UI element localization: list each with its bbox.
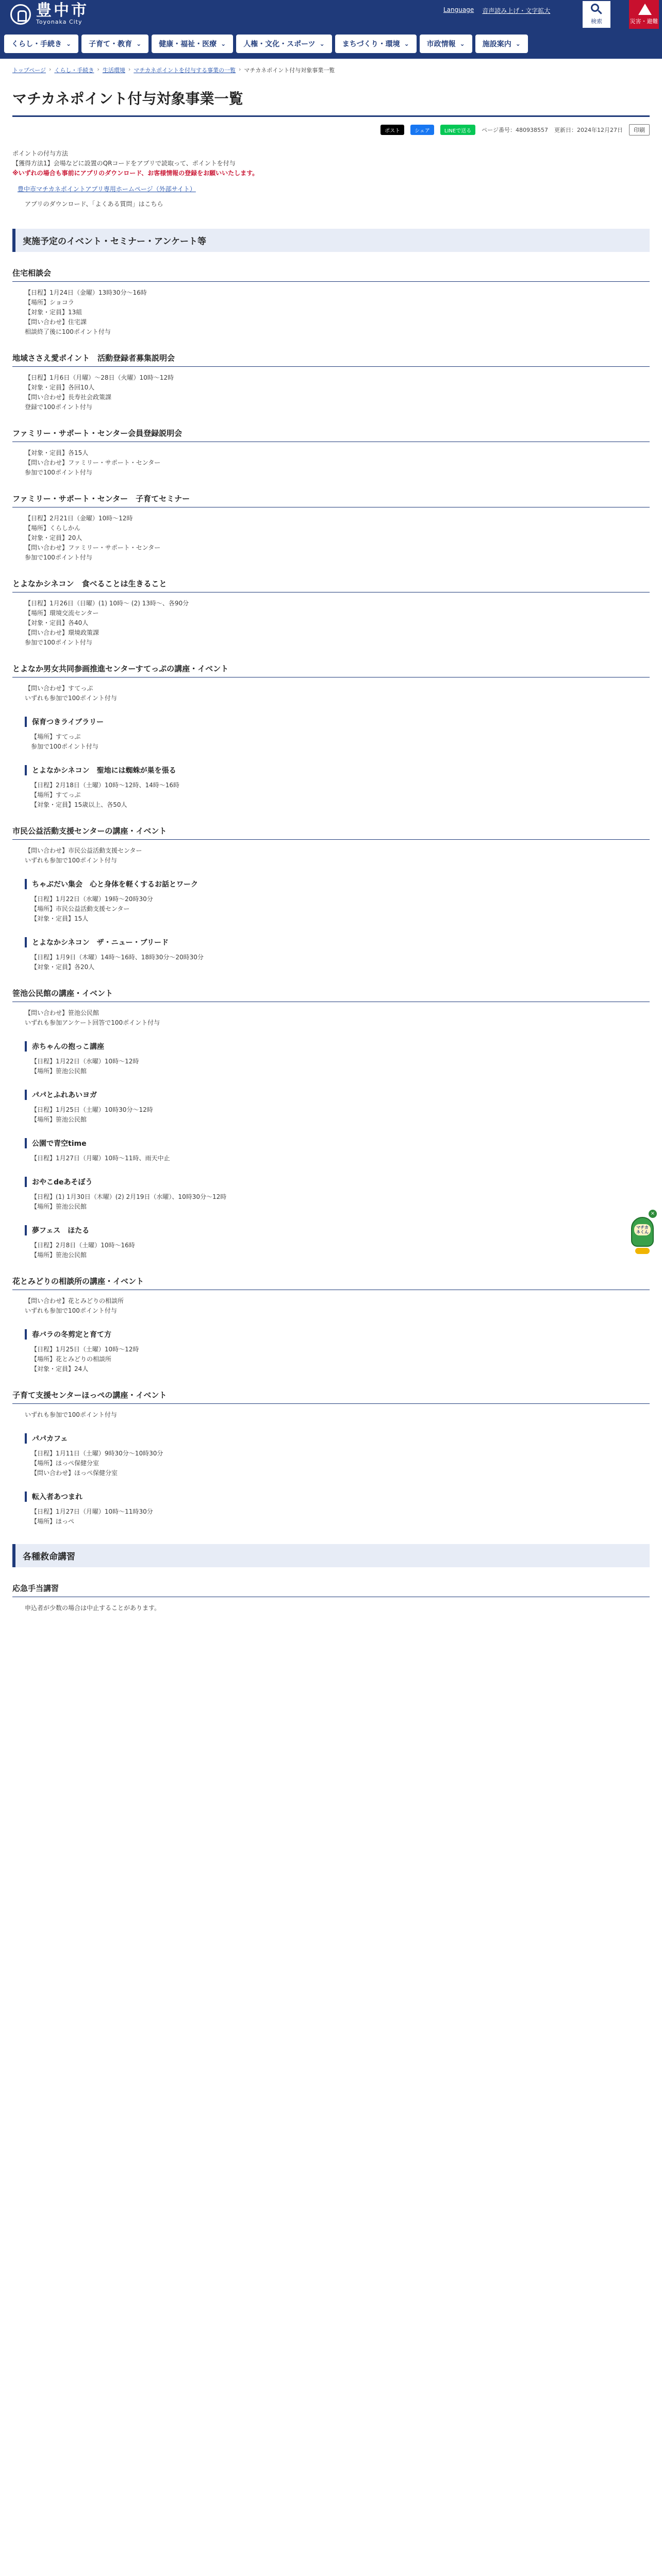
page-title: マチカネポイント付与対象事業一覧 <box>12 81 650 117</box>
print-button[interactable]: 印刷 <box>629 124 650 135</box>
app-download-note: アプリのダウンロード、「よくある質問」はこちら <box>25 200 163 208</box>
event-sections <box>12 229 650 1613</box>
event-detail-line: 【対象・定員】15歳以上、各50人 <box>31 801 127 808</box>
event-detail-line: 【場所】環境交流センター <box>25 609 99 617</box>
event-detail-line: 【問い合わせ】花とみどりの相談所 <box>25 1297 124 1304</box>
updated-date: 更新日：2024年12月27日 <box>554 127 623 133</box>
event-subheading: おやこdeあそぼう <box>25 1177 650 1187</box>
event-heading: ファミリー・サポート・センター会員登録説明会 <box>12 428 650 442</box>
close-icon[interactable]: × <box>649 1210 657 1218</box>
event-heading: 花とみどりの相談所の講座・イベント <box>12 1276 650 1290</box>
disaster-button[interactable] <box>629 0 659 29</box>
event-detail-line: 【日程】2月18日（土曜）10時～12時、14時～16時 <box>31 782 179 789</box>
event-detail-line: 【対象・定員】13組 <box>25 309 82 316</box>
event-detail-line: 【日程】1月11日（土曜）9時30分～10時30分 <box>31 1450 163 1457</box>
event-detail-line: 【日程】1月25日（土曜）10時～12時 <box>31 1346 139 1353</box>
event-detail-line: 【場所】ほっぺ <box>31 1518 75 1525</box>
event-detail-line: 【問い合わせ】ファミリー・サポート・センター <box>25 459 161 466</box>
event-detail-line: 【場所】すてっぷ <box>31 733 81 740</box>
breadcrumb <box>0 59 662 81</box>
event-detail-line: 申込者が少数の場合は中止することがあります。 <box>25 1604 161 1612</box>
event-detail-line: 【問い合わせ】長寿社会政策課 <box>25 394 112 401</box>
breadcrumb-link[interactable]: マチカネポイントを付与する事業の一覧 <box>134 67 236 74</box>
event-details <box>31 1241 650 1260</box>
event-detail-line: 【対象・定員】24人 <box>31 1365 89 1372</box>
event-heading: とよなか男女共同参画推進センターすてっぷの講座・イベント <box>12 663 650 677</box>
event-heading: 応急手当講習 <box>12 1583 650 1597</box>
event-subheading: パパとふれあいヨガ <box>25 1090 650 1100</box>
share-line-button[interactable]: LINEで送る <box>440 125 475 135</box>
event-detail-line: 【日程】1月9日（木曜）14時～16時、18時30分～20時30分 <box>31 954 204 961</box>
event-detail-line: いずれも参加で100ポイント付与 <box>25 1307 117 1314</box>
event-subheading: パパカフェ <box>25 1433 650 1444</box>
city-emblem-icon <box>10 4 31 25</box>
event-detail-line: 【場所】すてっぷ <box>31 791 81 799</box>
event-details <box>31 1449 650 1478</box>
event-subheading: 春バラの冬剪定と育て方 <box>25 1329 650 1340</box>
intro-text <box>12 149 650 178</box>
event-details <box>25 448 650 478</box>
event-details <box>25 288 650 337</box>
event-subheading: 赤ちゃんの抱っこ講座 <box>25 1041 650 1052</box>
event-details <box>31 1057 650 1076</box>
event-detail-line: 【日程】1月26日（日曜）(1) 10時～ (2) 13時～、各90分 <box>25 600 189 607</box>
site-header <box>0 0 662 29</box>
event-details <box>25 514 650 563</box>
breadcrumb-separator: › <box>239 66 241 73</box>
share-facebook-button[interactable]: シェア <box>410 125 434 135</box>
gnav-item-living[interactable]: くらし・手続き ⌄ <box>4 35 78 53</box>
breadcrumb-link[interactable]: トップページ <box>12 67 46 74</box>
event-detail-line: 【場所】笹池公民館 <box>31 1203 87 1210</box>
event-details <box>31 1345 650 1374</box>
event-detail-line: 登録で100ポイント付与 <box>25 403 92 411</box>
event-detail-line: 【対象・定員】各20人 <box>31 963 95 971</box>
breadcrumb-separator: › <box>128 66 131 73</box>
gnav-item-city-info[interactable]: 市政情報 ⌄ <box>420 35 472 53</box>
event-subheading: 公園で青空time <box>25 1138 650 1148</box>
event-detail-line: 【問い合わせ】市民公益活動支援センター <box>25 847 142 854</box>
event-detail-line: 参加で100ポイント付与 <box>25 639 92 646</box>
event-detail-line: 【日程】1月27日（月曜）10時～11時30分 <box>31 1508 153 1515</box>
section-heading: 各種救命講習 <box>12 1544 650 1567</box>
event-detail-line: 【日程】(1) 1月30日（木曜）(2) 2月19日（水曜）、10時30分～12時 <box>31 1193 227 1200</box>
event-subheading: 転入者あつまれ <box>25 1492 650 1502</box>
event-heading: とよなかシネコン 食べることは生きること <box>12 578 650 592</box>
event-detail-line: 【日程】1月25日（土曜）10時30分～12時 <box>31 1106 153 1113</box>
event-subheading: ちゃぶだい集会 心と身体を軽くするお話とワーク <box>25 879 650 889</box>
event-detail-line: 【場所】くらしかん <box>25 524 81 532</box>
event-heading: 市民公益活動支援センターの講座・イベント <box>12 825 650 840</box>
gnav-item-facilities[interactable]: 施設案内 ⌄ <box>475 35 528 53</box>
event-details <box>31 1192 650 1212</box>
event-detail-line: 【場所】笹池公民館 <box>31 1067 87 1075</box>
event-details <box>31 1105 650 1125</box>
breadcrumb-separator: › <box>97 66 100 73</box>
event-detail-line: 【問い合わせ】ほっぺ保健分室 <box>31 1469 118 1477</box>
event-details <box>25 373 650 412</box>
event-heading: 子育て支援センターほっぺの講座・イベント <box>12 1389 650 1404</box>
voice-reader-link[interactable]: 音声読み上げ・文字拡大 <box>482 7 551 14</box>
event-detail-line: 【問い合わせ】ファミリー・サポート・センター <box>25 544 161 551</box>
gnav-item-childcare[interactable]: 子育て・教育 ⌄ <box>81 35 148 53</box>
event-detail-line: 参加で100ポイント付与 <box>25 469 92 476</box>
breadcrumb-current: マチカネポイント付与対象事業一覧 <box>244 67 335 74</box>
language-link[interactable]: Language <box>443 6 474 13</box>
event-detail-line: 【対象・定員】各回10人 <box>25 384 95 391</box>
mascot-label: マチカネくん <box>636 1225 649 1234</box>
intro-line: ポイントの付与方法 <box>12 150 69 157</box>
breadcrumb-link[interactable]: くらし・手続き <box>54 67 94 74</box>
disaster-button-label: 災害・避難 <box>630 18 658 25</box>
event-details <box>25 599 650 648</box>
event-detail-line: 参加で100ポイント付与 <box>31 743 98 750</box>
event-details <box>31 732 650 752</box>
event-details <box>25 1603 650 1613</box>
event-detail-line: いずれも参加で100ポイント付与 <box>25 1411 117 1418</box>
breadcrumb-separator: › <box>49 66 52 73</box>
event-detail-line: いずれも参加で100ポイント付与 <box>25 857 117 864</box>
event-subheading: とよなかシネコン 聖地には蜘蛛が巣を張る <box>25 765 650 775</box>
intro-line: 【獲得方法1】会場などに設置のQRコードをアプリで読取って、ポイントを付与 <box>12 160 236 167</box>
main-content <box>0 81 662 1613</box>
event-detail-line: 【場所】笹池公民館 <box>31 1251 87 1259</box>
mascot-foot <box>635 1248 650 1254</box>
event-subheading: 保育つきライブラリー <box>25 717 650 727</box>
event-detail-line: 【対象・定員】20人 <box>25 534 82 541</box>
search-button-label: 検索 <box>591 18 602 25</box>
event-details <box>31 781 650 810</box>
event-details <box>31 894 650 924</box>
event-detail-line: 【対象・定員】各40人 <box>25 619 89 626</box>
app-homepage-link[interactable]: 豊中市マチカネポイントアプリ専用ホームページ（外部サイト） <box>18 185 196 193</box>
event-detail-line: 【問い合わせ】住宅課 <box>25 318 87 326</box>
event-detail-line: 【対象・定員】15人 <box>31 915 89 922</box>
event-detail-line: 【問い合わせ】環境政策課 <box>25 629 100 636</box>
logo-title: 豊中市 <box>36 2 89 20</box>
event-heading: 笹池公民館の講座・イベント <box>12 988 650 1002</box>
mascot-widget[interactable] <box>628 1210 657 1256</box>
event-detail-line: 【日程】1月24日（金曜）13時30分～16時 <box>25 289 147 296</box>
logo-subtitle: Toyonaka City <box>36 19 82 25</box>
event-details <box>31 1507 650 1527</box>
gnav-item-culture[interactable]: 人権・文化・スポーツ ⌄ <box>236 35 332 53</box>
event-detail-line: 相談終了後に100ポイント付与 <box>25 328 111 335</box>
event-details <box>25 1296 650 1316</box>
event-heading: 地域ささえ愛ポイント 活動登録者募集説明会 <box>12 352 650 367</box>
breadcrumb-link[interactable]: 生活環境 <box>102 67 125 74</box>
event-detail-line: 【対象・定員】各15人 <box>25 449 89 456</box>
event-subheading: とよなかシネコン ザ・ニュー・ブリード <box>25 937 650 947</box>
site-logo[interactable] <box>10 3 89 25</box>
search-icon <box>591 4 599 12</box>
event-detail-line: 【日程】1月27日（月曜）10時～11時、雨天中止 <box>31 1155 170 1162</box>
event-details <box>25 1410 650 1420</box>
event-detail-line: 【日程】2月21日（金曜）10時～12時 <box>25 515 133 522</box>
event-details <box>25 846 650 866</box>
section-heading: 実施予定のイベント・セミナー・アンケート等 <box>12 229 650 252</box>
event-detail-line: 【日程】1月22日（水曜）10時～12時 <box>31 1058 139 1065</box>
event-heading: ファミリー・サポート・センター 子育てセミナー <box>12 493 650 507</box>
event-detail-line: 【場所】市民公益活動支援センター <box>31 905 130 912</box>
event-subheading: 夢フェス ほたる <box>25 1225 650 1235</box>
page-id: ページ番号：480938557 <box>482 127 548 133</box>
event-detail-line: 【日程】1月22日（水曜）19時～20時30分 <box>31 895 153 903</box>
event-detail-line: 【場所】ショコラ <box>25 299 74 306</box>
event-detail-line: 【日程】2月8日（土曜）10時～16時 <box>31 1242 135 1249</box>
event-heading: 住宅相談会 <box>12 267 650 282</box>
event-detail-line: 参加で100ポイント付与 <box>25 554 92 561</box>
event-detail-line: 【問い合わせ】笹池公民館 <box>25 1009 100 1016</box>
meta-bar <box>12 124 650 135</box>
global-nav <box>0 29 662 59</box>
event-detail-line: いずれも参加アンケート回答で100ポイント付与 <box>25 1019 160 1026</box>
event-detail-line: 【問い合わせ】すてっぷ <box>25 685 93 692</box>
event-detail-line: 【場所】ほっぺ保健分室 <box>31 1460 100 1467</box>
event-details <box>25 1008 650 1028</box>
event-detail-line: いずれも参加で100ポイント付与 <box>25 694 117 702</box>
search-button[interactable] <box>582 0 611 29</box>
event-details <box>25 684 650 703</box>
warning-icon <box>638 4 652 15</box>
event-detail-line: 【日程】1月6日（月曜）～28日（火曜）10時～12時 <box>25 374 174 381</box>
event-detail-line: 【場所】笹池公民館 <box>31 1116 87 1123</box>
gnav-item-town[interactable]: まちづくり・環境 ⌄ <box>335 35 417 53</box>
event-detail-line: 【場所】花とみどりの相談所 <box>31 1355 112 1363</box>
event-details <box>31 953 650 972</box>
share-x-button[interactable]: ポスト <box>380 125 404 135</box>
gnav-item-health[interactable]: 健康・福祉・医療 ⌄ <box>152 35 233 53</box>
event-details <box>31 1154 650 1163</box>
intro-warning: ※いずれの場合も事前にアプリのダウンロード、お客様情報の登録をお願いいたします。 <box>12 170 259 177</box>
